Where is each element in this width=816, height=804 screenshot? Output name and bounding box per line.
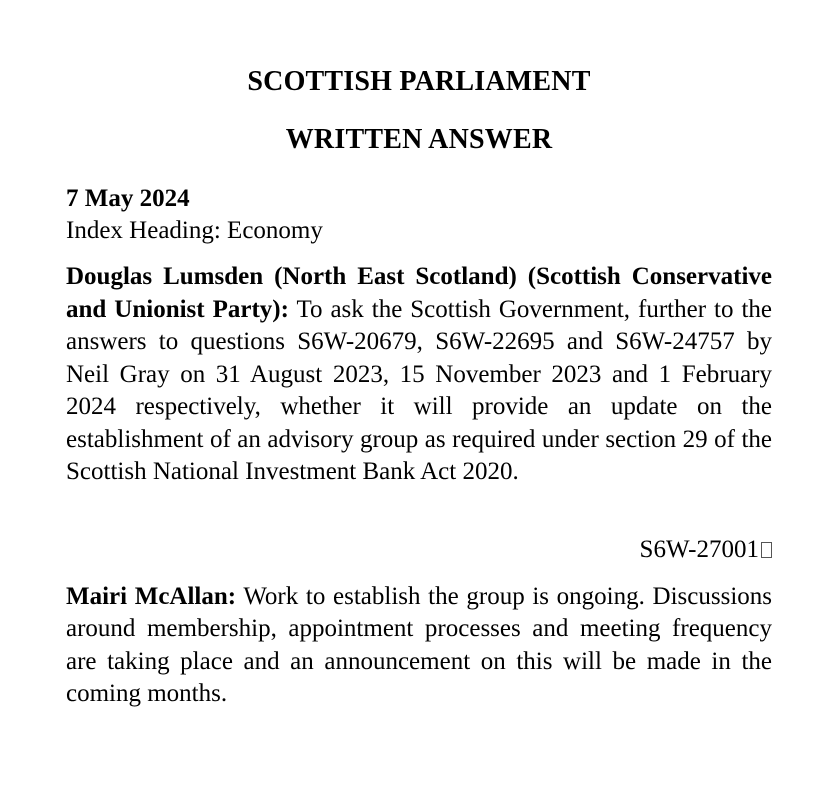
answer-text: Work to establish the group is ongoing. Discussions around membership, appointment processes and meeting frequency are taking place and an announcement on this will be made in the coming months. [66,582,772,707]
question-text: To ask the Scottish Government, further to the answers to questions S6W-20679, S6W-22695 and S6W-24757 by Neil Gray on 31 August 2023, 15 November 2023 and 1 February 2024 respectively, whether it will provide an update on the establishment of an advisory group as required under section 29 of the Scottish National Investment Bank Act 2020. [66,295,772,485]
document-subtitle: WRITTEN ANSWER [285,124,553,155]
document-meta [66,183,772,247]
answer-date: 7 May 2024 [66,185,190,212]
document-title: SCOTTISH PARLIAMENT [247,66,591,97]
question-paragraph [66,261,772,489]
index-heading: Index Heading: Economy [66,217,323,244]
answer-respondent: Mairi McAllan: [66,582,237,610]
question-reference [66,534,772,566]
answer-paragraph [66,581,772,711]
question-asker: Douglas Lumsden (North East Scotland) (Scottish Conservative and Unionist Party): [66,263,772,323]
missing-glyph-icon [761,542,772,558]
reference-number: S6W-27001 [639,535,759,563]
